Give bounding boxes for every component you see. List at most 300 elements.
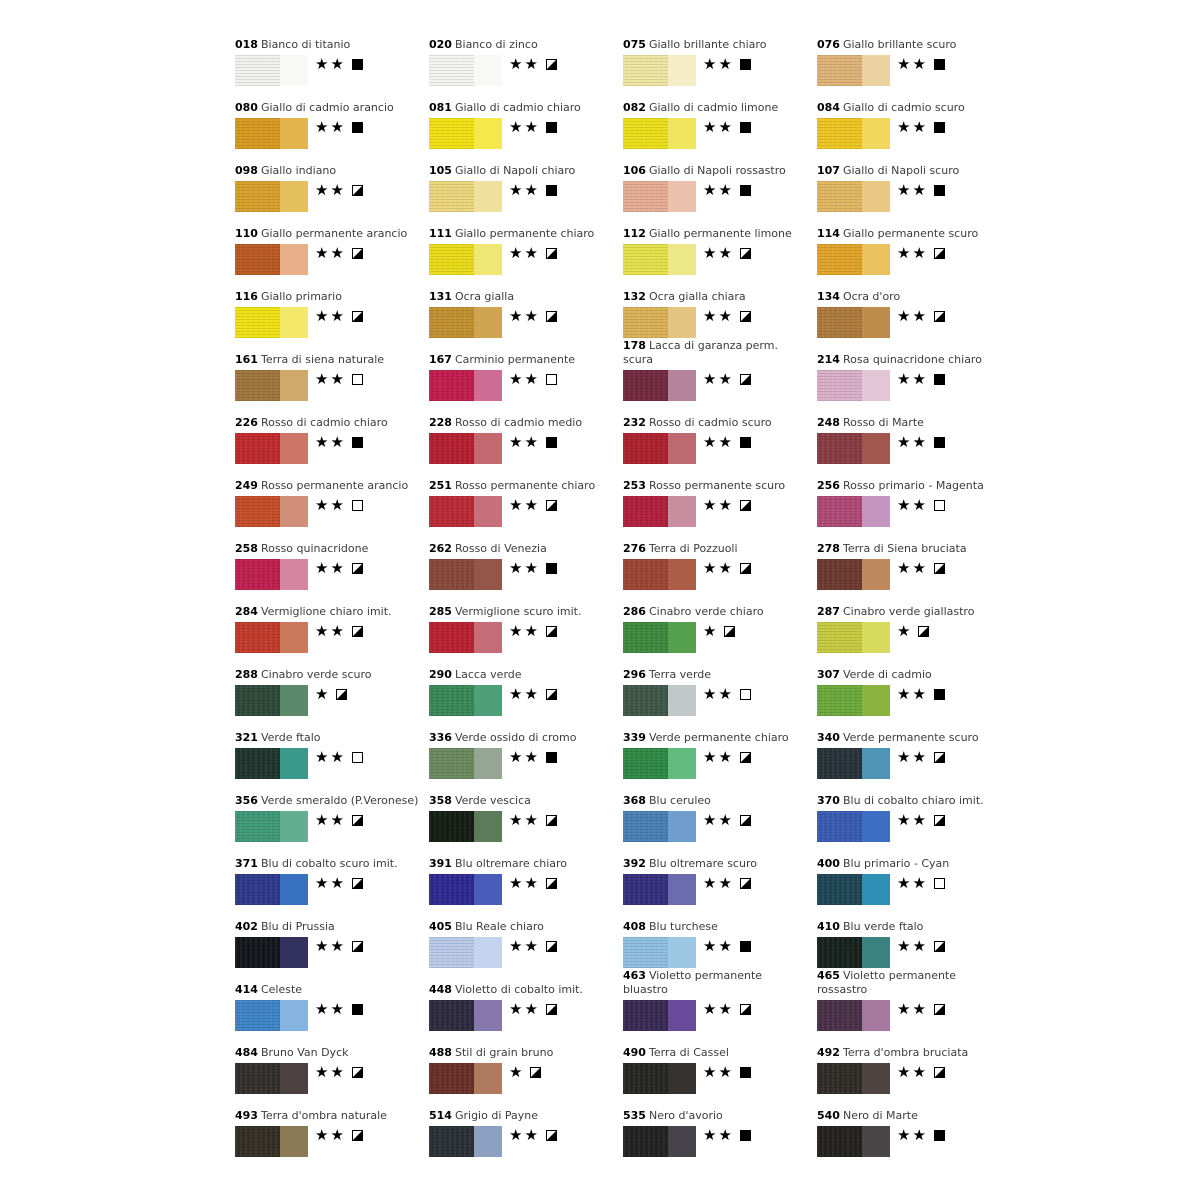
color-entry-228 — [429, 414, 623, 477]
lightfastness-stars-icon: ★★ — [703, 496, 734, 514]
opacity-square-icon — [934, 500, 945, 511]
entry-name: Giallo brillante scuro — [842, 38, 957, 51]
color-entry-112 — [623, 225, 817, 288]
entry-code: 290 — [429, 668, 452, 681]
entry-name: Verde vescica — [454, 794, 531, 807]
swatch-row — [623, 496, 817, 527]
lightfastness-stars-icon: ★★ — [897, 55, 928, 73]
lightfastness-stars-icon: ★★ — [509, 370, 540, 388]
swatch-tint — [862, 937, 890, 968]
swatch-tint — [668, 937, 696, 968]
swatch-row — [817, 181, 1011, 212]
color-entry-336 — [429, 729, 623, 792]
entry-name: Blu oltremare scuro — [648, 857, 757, 870]
entry-label — [623, 920, 817, 934]
swatch-tint — [280, 1063, 308, 1094]
swatch-row — [429, 685, 623, 716]
rating-symbols — [703, 1064, 751, 1080]
entry-label — [817, 479, 1011, 493]
entry-code: 370 — [817, 794, 840, 807]
entry-name: Violetto permanente — [842, 969, 957, 982]
entry-label — [817, 227, 1011, 241]
color-entry-226 — [235, 414, 429, 477]
paint-swatch — [235, 55, 308, 86]
opacity-square-icon — [352, 311, 363, 322]
entry-code: 358 — [429, 794, 452, 807]
color-entry-251 — [429, 477, 623, 540]
lightfastness-stars-icon: ★★ — [315, 496, 346, 514]
entry-label — [623, 1046, 817, 1060]
paint-swatch — [429, 748, 502, 779]
swatch-row — [623, 1126, 817, 1157]
rating-symbols — [509, 749, 557, 765]
entry-name: Cinabro verde giallastro — [842, 605, 975, 618]
entry-code: 161 — [235, 353, 258, 366]
entry-name: Giallo di cadmio chiaro — [454, 101, 581, 114]
rating-symbols — [509, 434, 557, 450]
swatch-tint — [474, 1000, 502, 1031]
opacity-square-icon — [918, 626, 929, 637]
opacity-square-icon — [352, 752, 363, 763]
rating-symbols — [703, 1001, 751, 1017]
swatch-full-strength — [817, 748, 862, 779]
entry-label — [429, 164, 623, 178]
lightfastness-stars-icon: ★★ — [509, 1000, 540, 1018]
swatch-row — [623, 622, 817, 653]
swatch-full-strength — [623, 559, 668, 590]
swatch-full-strength — [429, 118, 474, 149]
opacity-square-icon — [546, 815, 557, 826]
rating-symbols — [509, 938, 557, 954]
entry-code: 132 — [623, 290, 646, 303]
swatch-row — [623, 433, 817, 464]
entry-name: Rosso primario - Magenta — [842, 479, 984, 492]
swatch-row — [235, 748, 429, 779]
swatch-tint — [280, 685, 308, 716]
opacity-square-icon — [546, 437, 557, 448]
rating-symbols — [703, 686, 751, 702]
color-entry-110 — [235, 225, 429, 288]
color-entry-356 — [235, 792, 429, 855]
paint-swatch — [235, 685, 308, 716]
swatch-row — [817, 118, 1011, 149]
swatch-row — [235, 874, 429, 905]
entry-label — [235, 227, 429, 241]
swatch-row — [235, 937, 429, 968]
color-entry-276 — [623, 540, 817, 603]
color-entry-368 — [623, 792, 817, 855]
swatch-full-strength — [429, 55, 474, 86]
entry-name: Nero di Marte — [842, 1109, 918, 1122]
swatch-tint — [668, 811, 696, 842]
opacity-square-icon — [546, 878, 557, 889]
swatch-row — [623, 748, 817, 779]
rating-symbols — [315, 182, 363, 198]
color-entry-492 — [817, 1044, 1011, 1107]
rating-symbols — [703, 497, 751, 513]
paint-swatch — [235, 181, 308, 212]
rating-symbols — [897, 371, 945, 387]
swatch-row — [429, 937, 623, 968]
entry-label — [817, 731, 1011, 745]
entry-name: Rosso di Marte — [842, 416, 924, 429]
swatch-full-strength — [235, 433, 280, 464]
rating-symbols — [703, 119, 751, 135]
entry-name: Ocra gialla chiara — [648, 290, 746, 303]
entry-name: Stil di grain bruno — [454, 1046, 554, 1059]
lightfastness-stars-icon: ★ — [703, 622, 719, 640]
lightfastness-stars-icon: ★★ — [897, 748, 928, 766]
swatch-tint — [862, 1126, 890, 1157]
color-entry-081 — [429, 99, 623, 162]
paint-swatch — [235, 244, 308, 275]
color-entry-262 — [429, 540, 623, 603]
entry-label — [235, 416, 429, 430]
entry-label — [817, 668, 1011, 682]
entry-label — [817, 542, 1011, 556]
paint-swatch — [623, 181, 696, 212]
entry-code: 414 — [235, 983, 258, 996]
entry-label — [235, 857, 429, 871]
lightfastness-stars-icon: ★★ — [509, 118, 540, 136]
swatch-row — [235, 307, 429, 338]
entry-name: Giallo di Napoli chiaro — [454, 164, 576, 177]
rating-symbols — [703, 371, 751, 387]
lightfastness-stars-icon: ★★ — [509, 1126, 540, 1144]
swatch-row — [623, 55, 817, 86]
entry-label — [817, 1046, 1011, 1060]
swatch-tint — [280, 1126, 308, 1157]
swatch-tint — [280, 496, 308, 527]
paint-swatch — [623, 622, 696, 653]
swatch-full-strength — [429, 181, 474, 212]
rating-symbols — [703, 749, 751, 765]
entry-name: Blu primario - Cyan — [842, 857, 950, 870]
color-entry-214 — [817, 351, 1011, 414]
paint-swatch — [623, 811, 696, 842]
swatch-full-strength — [235, 622, 280, 653]
entry-label — [817, 605, 1011, 619]
swatch-row — [429, 622, 623, 653]
opacity-square-icon — [934, 815, 945, 826]
swatch-tint — [474, 937, 502, 968]
color-entry-284 — [235, 603, 429, 666]
opacity-square-icon — [934, 59, 945, 70]
swatch-tint — [474, 1063, 502, 1094]
paint-swatch — [235, 1126, 308, 1157]
entry-label — [429, 920, 623, 934]
lightfastness-stars-icon: ★★ — [509, 874, 540, 892]
entry-code: 465 — [817, 969, 840, 982]
paint-swatch — [817, 433, 890, 464]
swatch-row — [429, 559, 623, 590]
rating-symbols — [897, 560, 945, 576]
entry-label — [429, 1109, 623, 1123]
opacity-square-icon — [740, 563, 751, 574]
entry-code: 080 — [235, 101, 258, 114]
swatch-row — [817, 307, 1011, 338]
swatch-full-strength — [429, 496, 474, 527]
entry-code: 408 — [623, 920, 646, 933]
entry-name: Vermiglione scuro imit. — [454, 605, 582, 618]
entry-code: 448 — [429, 983, 452, 996]
opacity-square-icon — [740, 248, 751, 259]
swatch-row — [429, 118, 623, 149]
opacity-square-icon — [740, 59, 751, 70]
swatch-row — [817, 55, 1011, 86]
lightfastness-stars-icon: ★★ — [703, 118, 734, 136]
swatch-tint — [280, 55, 308, 86]
paint-swatch — [817, 370, 890, 401]
swatch-tint — [862, 181, 890, 212]
rating-symbols — [897, 119, 945, 135]
entry-code: 075 — [623, 38, 646, 51]
opacity-square-icon — [934, 878, 945, 889]
lightfastness-stars-icon: ★★ — [703, 937, 734, 955]
entry-name: Blu di cobalto scuro imit. — [260, 857, 398, 870]
paint-swatch — [623, 559, 696, 590]
rating-symbols — [509, 1064, 541, 1080]
lightfastness-stars-icon: ★★ — [315, 244, 346, 262]
entry-name: Giallo permanente chiaro — [454, 227, 595, 240]
paint-swatch — [235, 370, 308, 401]
color-entry-290 — [429, 666, 623, 729]
lightfastness-stars-icon: ★★ — [897, 118, 928, 136]
swatch-full-strength — [817, 622, 862, 653]
swatch-tint — [862, 685, 890, 716]
rating-symbols — [509, 623, 557, 639]
entry-name: Blu Reale chiaro — [454, 920, 544, 933]
lightfastness-stars-icon: ★★ — [315, 1063, 346, 1081]
entry-label — [817, 416, 1011, 430]
opacity-square-icon — [546, 374, 557, 385]
paint-swatch — [817, 1063, 890, 1094]
entry-label — [623, 668, 817, 682]
swatch-tint — [668, 1063, 696, 1094]
opacity-square-icon — [352, 248, 363, 259]
color-entry-535 — [623, 1107, 817, 1170]
color-entry-131 — [429, 288, 623, 351]
entry-code: 098 — [235, 164, 258, 177]
entry-code: 178 — [623, 339, 646, 352]
lightfastness-stars-icon: ★ — [315, 685, 331, 703]
swatch-full-strength — [623, 496, 668, 527]
entry-code: 493 — [235, 1109, 258, 1122]
entry-label — [429, 227, 623, 241]
swatch-row — [235, 559, 429, 590]
entry-label — [429, 983, 623, 997]
entry-code: 258 — [235, 542, 258, 555]
entry-label — [235, 38, 429, 52]
lightfastness-stars-icon: ★★ — [703, 685, 734, 703]
entry-label — [429, 794, 623, 808]
entry-label — [429, 542, 623, 556]
entry-label — [429, 353, 623, 367]
swatch-tint — [668, 559, 696, 590]
paint-swatch — [817, 1000, 890, 1031]
opacity-square-icon — [934, 689, 945, 700]
opacity-square-icon — [740, 752, 751, 763]
rating-symbols — [897, 749, 945, 765]
lightfastness-stars-icon: ★★ — [703, 748, 734, 766]
color-entry-178 — [623, 339, 817, 414]
entry-name: Giallo di cadmio limone — [648, 101, 779, 114]
rating-symbols — [315, 371, 363, 387]
rating-symbols — [897, 623, 929, 639]
swatch-tint — [474, 811, 502, 842]
lightfastness-stars-icon: ★★ — [315, 118, 346, 136]
opacity-square-icon — [546, 122, 557, 133]
swatch-tint — [280, 244, 308, 275]
swatch-full-strength — [623, 433, 668, 464]
entry-name-line2: bluastro — [623, 983, 668, 996]
lightfastness-stars-icon: ★★ — [315, 559, 346, 577]
paint-swatch — [235, 811, 308, 842]
lightfastness-stars-icon: ★★ — [897, 1126, 928, 1144]
paint-swatch — [429, 118, 502, 149]
swatch-full-strength — [623, 307, 668, 338]
rating-symbols — [703, 875, 751, 891]
opacity-square-icon — [352, 59, 363, 70]
entry-name: Giallo di cadmio scuro — [842, 101, 965, 114]
entry-code: 226 — [235, 416, 258, 429]
entry-name: Giallo permanente arancio — [260, 227, 408, 240]
opacity-square-icon — [546, 500, 557, 511]
paint-swatch — [235, 1000, 308, 1031]
opacity-square-icon — [546, 311, 557, 322]
rating-symbols — [703, 308, 751, 324]
opacity-square-icon — [546, 185, 557, 196]
paint-swatch — [817, 937, 890, 968]
swatch-row — [235, 811, 429, 842]
entry-code: 131 — [429, 290, 452, 303]
swatch-tint — [474, 433, 502, 464]
entry-label — [235, 794, 429, 808]
paint-swatch — [817, 55, 890, 86]
lightfastness-stars-icon: ★★ — [897, 685, 928, 703]
paint-swatch — [235, 307, 308, 338]
lightfastness-stars-icon: ★★ — [897, 1000, 928, 1018]
color-entry-339 — [623, 729, 817, 792]
entry-label — [623, 1109, 817, 1123]
entry-code: 167 — [429, 353, 452, 366]
swatch-row — [623, 937, 817, 968]
entry-label — [817, 101, 1011, 115]
entry-label — [623, 164, 817, 178]
entry-label — [817, 969, 1011, 997]
entry-code: 492 — [817, 1046, 840, 1059]
lightfastness-stars-icon: ★★ — [897, 181, 928, 199]
swatch-row — [235, 1126, 429, 1157]
opacity-square-icon — [336, 689, 347, 700]
lightfastness-stars-icon: ★★ — [897, 937, 928, 955]
rating-symbols — [509, 371, 557, 387]
opacity-square-icon — [740, 878, 751, 889]
entry-code: 262 — [429, 542, 452, 555]
entry-name: Rosso permanente chiaro — [454, 479, 596, 492]
lightfastness-stars-icon: ★★ — [897, 1063, 928, 1081]
lightfastness-stars-icon: ★★ — [509, 244, 540, 262]
entry-name: Blu ceruleo — [648, 794, 711, 807]
entry-label — [623, 857, 817, 871]
color-entry-075 — [623, 36, 817, 99]
swatch-full-strength — [235, 685, 280, 716]
entry-label — [429, 290, 623, 304]
lightfastness-stars-icon: ★★ — [703, 181, 734, 199]
opacity-square-icon — [352, 185, 363, 196]
entry-code: 081 — [429, 101, 452, 114]
entry-name: Rosa quinacridone chiaro — [842, 353, 982, 366]
entry-name: Giallo brillante chiaro — [648, 38, 767, 51]
swatch-full-strength — [235, 307, 280, 338]
paint-swatch — [623, 370, 696, 401]
paint-swatch — [817, 685, 890, 716]
lightfastness-stars-icon: ★★ — [315, 811, 346, 829]
entry-code: 082 — [623, 101, 646, 114]
entry-code: 253 — [623, 479, 646, 492]
lightfastness-stars-icon: ★★ — [703, 307, 734, 325]
entry-label — [623, 479, 817, 493]
entry-name: Ocra gialla — [454, 290, 515, 303]
opacity-square-icon — [740, 437, 751, 448]
rating-symbols — [315, 245, 363, 261]
rating-symbols — [315, 497, 363, 513]
color-entry-358 — [429, 792, 623, 855]
entry-label — [429, 479, 623, 493]
rating-symbols — [315, 119, 363, 135]
lightfastness-stars-icon: ★★ — [897, 370, 928, 388]
entry-code: 116 — [235, 290, 258, 303]
color-entry-288 — [235, 666, 429, 729]
lightfastness-stars-icon: ★★ — [703, 811, 734, 829]
opacity-square-icon — [740, 1067, 751, 1078]
swatch-full-strength — [623, 118, 668, 149]
entry-code: 400 — [817, 857, 840, 870]
entry-name: Violetto permanente — [648, 969, 763, 982]
lightfastness-stars-icon: ★★ — [315, 937, 346, 955]
rating-symbols — [703, 812, 751, 828]
swatch-full-strength — [429, 244, 474, 275]
entry-label — [235, 668, 429, 682]
swatch-full-strength — [817, 307, 862, 338]
paint-swatch — [623, 244, 696, 275]
entry-code: 248 — [817, 416, 840, 429]
entry-code: 392 — [623, 857, 646, 870]
swatch-row — [817, 811, 1011, 842]
entry-code: 284 — [235, 605, 258, 618]
entry-code: 285 — [429, 605, 452, 618]
entry-name: Blu oltremare chiaro — [454, 857, 568, 870]
swatch-full-strength — [235, 559, 280, 590]
color-entry-232 — [623, 414, 817, 477]
entry-label — [429, 38, 623, 52]
entry-code: 107 — [817, 164, 840, 177]
opacity-square-icon — [934, 311, 945, 322]
rating-symbols — [703, 560, 751, 576]
paint-swatch — [623, 1126, 696, 1157]
entry-label — [623, 731, 817, 745]
swatch-row — [817, 433, 1011, 464]
entry-label — [817, 920, 1011, 934]
swatch-full-strength — [429, 1063, 474, 1094]
color-entry-161 — [235, 351, 429, 414]
swatch-tint — [280, 118, 308, 149]
opacity-square-icon — [740, 815, 751, 826]
opacity-square-icon — [934, 1067, 945, 1078]
entry-name: Giallo permanente scuro — [842, 227, 979, 240]
paint-swatch — [429, 307, 502, 338]
entry-code: 214 — [817, 353, 840, 366]
